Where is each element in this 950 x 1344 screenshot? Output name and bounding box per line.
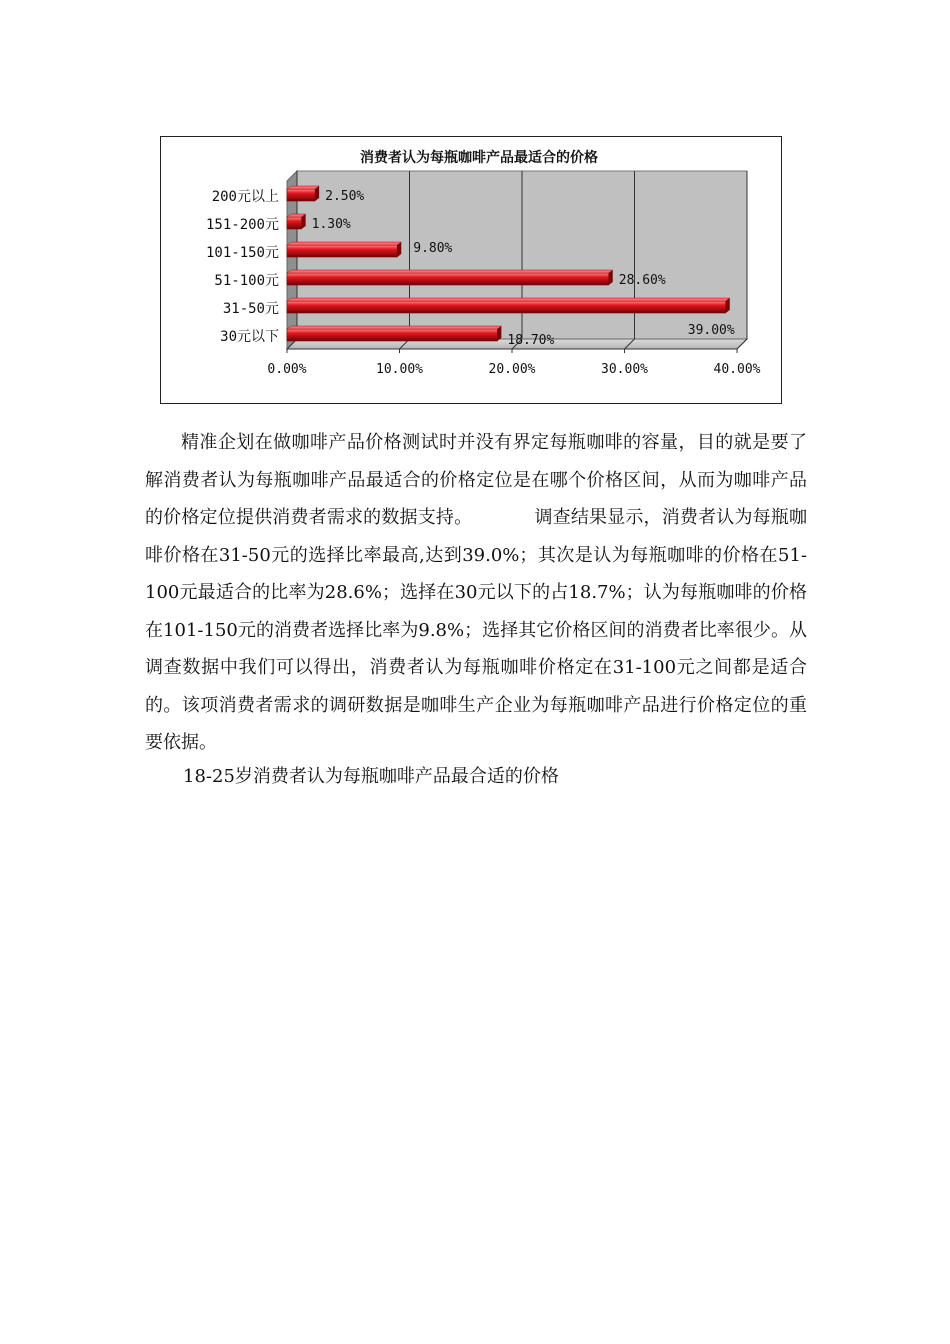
bar <box>287 217 302 229</box>
category-label: 151-200元 <box>205 217 279 233</box>
category-label: 31-50元 <box>222 301 279 317</box>
paragraph-intro: 精准企划在做咖啡产品价格测试时并没有界定每瓶咖啡的容量，目的就是要了解消费者认为每瓶咖啡产品最适合的价格定位是在哪个价格区间，从而为咖啡产品的价格定位提供消费者需求的数据支持。 <box>145 432 807 528</box>
bar <box>287 301 726 313</box>
data-label: 28.60% <box>618 273 666 288</box>
x-tick-label: 40.00% <box>713 362 761 377</box>
bar <box>287 245 397 257</box>
price-chart-svg <box>161 137 781 403</box>
bar-top-face <box>287 242 401 245</box>
bar <box>287 189 315 201</box>
category-label: 200元以上 <box>211 189 279 205</box>
bar-top-face <box>287 186 319 189</box>
x-tick-label: 0.00% <box>267 362 307 377</box>
bar <box>287 273 609 285</box>
data-label: 2.50% <box>325 189 365 204</box>
chart-title: 消费者认为每瓶咖啡产品最适合的价格 <box>360 150 598 166</box>
category-label: 101-150元 <box>205 245 279 261</box>
data-label: 1.30% <box>311 217 351 232</box>
x-tick-label: 10.00% <box>376 362 423 377</box>
section-subheading: 18-25岁消费者认为每瓶咖啡产品最合适的价格 <box>183 766 559 787</box>
bar-top-face <box>287 326 501 329</box>
data-label: 9.80% <box>413 241 453 256</box>
category-label: 30元以下 <box>220 329 279 345</box>
paragraph-findings: 调查结果显示，消费者认为每瓶咖啡价格在31-50元的选择比率最高,达到39.0%；其次是认为每瓶咖啡的价格在51-100元最适合的比率为28.6%；选择在30元以下的占18.7%；认为每瓶咖啡的价格在101-150元的消费者选择比率为9.8%；选择其它价格区间的消费者比率很少。从调查数据中我们可以得出，消费者认为每瓶咖啡价格定在31-100元之间都是适合的。该项消费者需求的调研数据是咖啡生产企业为每瓶咖啡产品进行价格定位的重要依据。 <box>145 507 808 753</box>
bar-top-face <box>287 298 730 301</box>
bar <box>287 329 497 341</box>
x-tick-label: 30.00% <box>601 362 648 377</box>
bar-top-face <box>287 270 613 273</box>
category-label: 51-100元 <box>214 273 279 289</box>
analysis-paragraph <box>145 424 807 762</box>
price-chart <box>160 136 782 404</box>
data-label: 39.00% <box>687 323 735 338</box>
x-tick-label: 20.00% <box>488 362 536 377</box>
data-label: 18.70% <box>507 333 555 348</box>
